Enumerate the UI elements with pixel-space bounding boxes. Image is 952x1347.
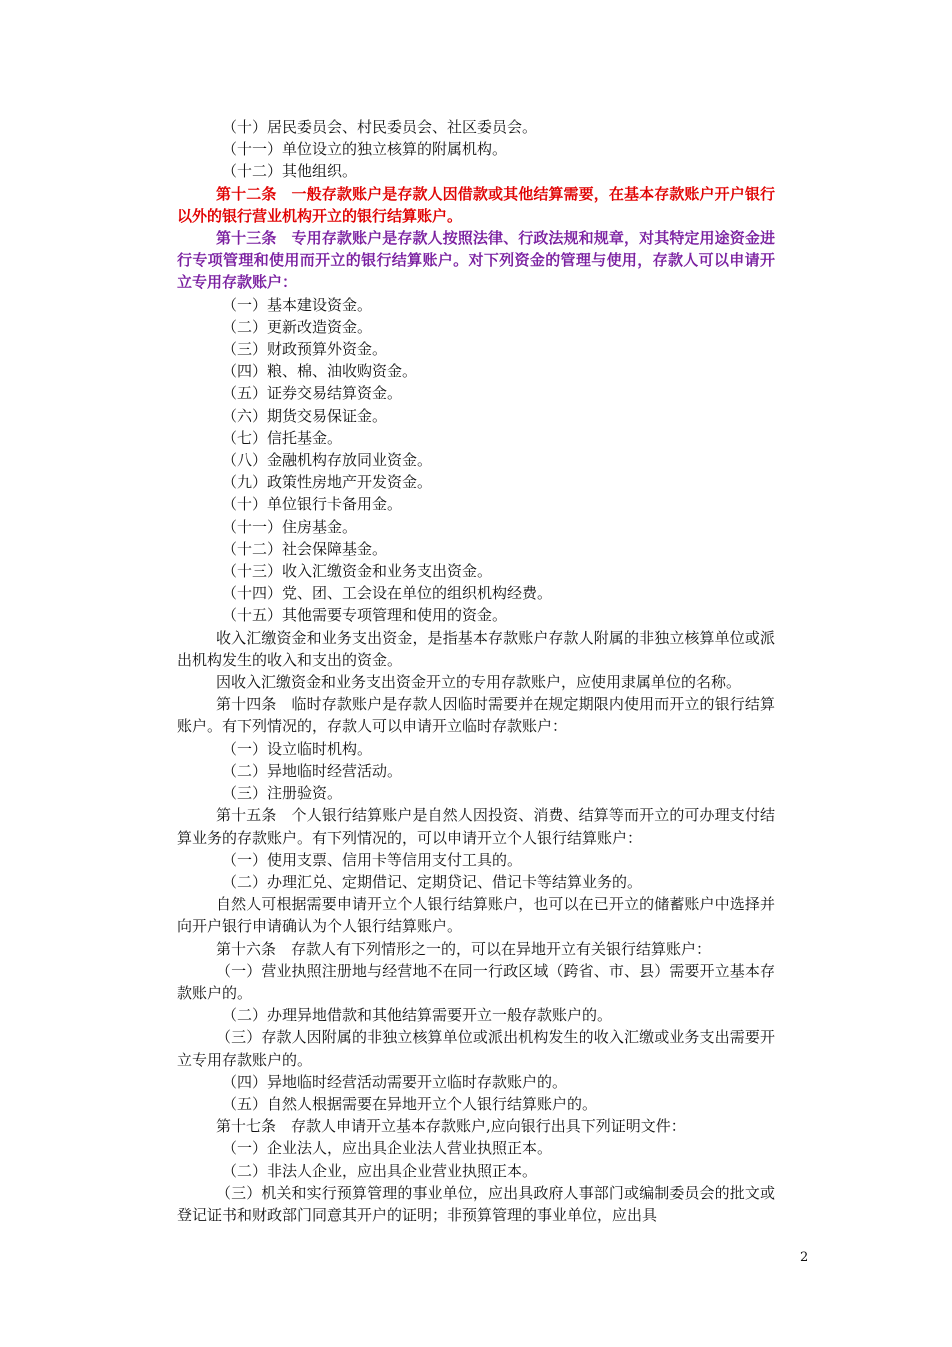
paragraph: 因收入汇缴资金和业务支出资金开立的专用存款账户，应使用隶属单位的名称。: [216, 673, 742, 692]
list-item: （九）政策性房地产开发资金。: [222, 473, 433, 492]
list-item: （六）期货交易保证金。: [222, 406, 388, 425]
list-item: （一）使用支票、信用卡等信用支付工具的。: [222, 850, 523, 869]
list-item: （十一）单位设立的独立核算的附属机构。: [222, 140, 508, 159]
paragraph: （三）机关和实行预算管理的事业单位，应出具政府人事部门或编制委员会的批文或登记证书和财政部门同意其开户的证明；非预算管理的事业单位，应出具: [177, 1183, 775, 1224]
list-item: （八）金融机构存放同业资金。: [222, 451, 433, 470]
list-item: （十三）收入汇缴资金和业务支出资金。: [222, 562, 493, 581]
list-item: （七）信托基金。: [222, 428, 343, 447]
list-item: （一）基本建设资金。: [222, 295, 373, 314]
list-item: （二）办理异地借款和其他结算需要开立一般存款账户的。: [222, 1006, 613, 1025]
paragraph: 第十三条 专用存款账户是存款人按照法律、行政法规和规章，对其特定用途资金进行专项管理和使用而开立的银行结算账户。对下列资金的管理与使用，存款人可以申请开立专用存款账户：: [177, 229, 775, 292]
document-page: [177, 116, 775, 1226]
paragraph: 第十六条 存款人有下列情形之一的，可以在异地开立有关银行结算账户：: [216, 939, 712, 958]
paragraph: （一）营业执照注册地与经营地不在同一行政区域（跨省、市、县）需要开立基本存款账户的。: [177, 961, 775, 1002]
paragraph: 第十二条 一般存款账户是存款人因借款或其他结算需要，在基本存款账户开户银行以外的银行营业机构开立的银行结算账户。: [177, 184, 775, 225]
list-item: （一）设立临时机构。: [222, 739, 373, 758]
page-number: 2: [800, 1250, 809, 1265]
paragraph: 第十七条 存款人申请开立基本存款账户,应向银行出具下列证明文件：: [216, 1117, 686, 1136]
list-item: （十五）其他需要专项管理和使用的资金。: [222, 606, 508, 625]
list-item: （四）粮、棉、油收购资金。: [222, 362, 418, 381]
list-item: （十四）党、团、工会设在单位的组织机构经费。: [222, 584, 553, 603]
paragraph: 第十五条 个人银行结算账户是自然人因投资、消费、结算等而开立的可办理支付结算业务的存款账户。有下列情况的，可以申请开立个人银行结算账户：: [177, 806, 775, 847]
list-item: （五）自然人根据需要在异地开立个人银行结算账户的。: [222, 1094, 598, 1113]
paragraph: 第十四条 临时存款账户是存款人因临时需要并在规定期限内使用而开立的银行结算账户。有下列情况的，存款人可以申请开立临时存款账户：: [177, 695, 775, 736]
list-item: （十）居民委员会、村民委员会、社区委员会。: [222, 118, 538, 136]
list-item: （三）注册验资。: [222, 784, 343, 803]
paragraph: 自然人可根据需要申请开立个人银行结算账户，也可以在已开立的储蓄账户中选择并向开户银行申请确认为个人银行结算账户。: [177, 895, 775, 936]
list-item: （二）异地临时经营活动。: [222, 761, 403, 780]
paragraph: （三）存款人因附属的非独立核算单位或派出机构发生的收入汇缴或业务支出需要开立专用存款账户的。: [177, 1028, 775, 1069]
list-item: （二）办理汇兑、定期借记、定期贷记、借记卡等结算业务的。: [222, 872, 643, 891]
list-item: （十）单位银行卡备用金。: [222, 495, 403, 514]
list-item: （十二）社会保障基金。: [222, 539, 388, 558]
list-item: （四）异地临时经营活动需要开立临时存款账户的。: [222, 1072, 568, 1091]
list-item: （一）企业法人，应出具企业法人营业执照正本。: [222, 1139, 553, 1158]
paragraph: 收入汇缴资金和业务支出资金，是指基本存款账户存款人附属的非独立核算单位或派出机构发生的收入和支出的资金。: [177, 628, 775, 669]
list-item: （二）更新改造资金。: [222, 317, 373, 336]
list-item: （五）证券交易结算资金。: [222, 384, 403, 403]
document-content: [177, 116, 775, 1226]
list-item: （二）非法人企业，应出具企业营业执照正本。: [222, 1161, 538, 1180]
list-item: （十二）其他组织。: [222, 162, 358, 181]
list-item: （三）财政预算外资金。: [222, 340, 388, 359]
list-item: （十一）住房基金。: [222, 517, 358, 536]
